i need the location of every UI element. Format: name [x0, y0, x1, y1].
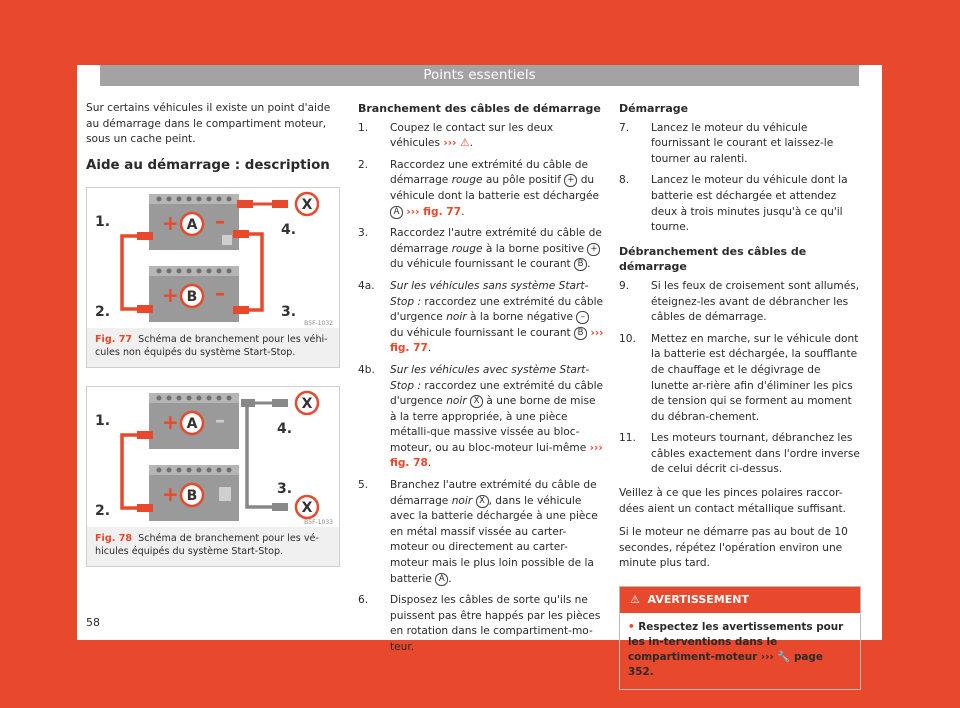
svg-text:–: – [215, 281, 225, 306]
retry-note: Si le moteur ne démarre pas au bout de 10 secondes, répétez l'opération environ une minute plus tard. [619, 526, 848, 570]
svg-text:–: – [215, 209, 225, 234]
step-11: 11. Les moteurs tournant, débranchez les câbles exactement dans l'ordre inverse de celui décrit ci-dessus. [619, 432, 860, 476]
label-x-bottom: X [301, 500, 313, 517]
warning-page-link[interactable]: ››› 🔧 page 352. [628, 650, 823, 678]
fig77-link[interactable]: ››› fig. 77 [406, 205, 462, 218]
jump-start-diagram-no-start-stop [87, 188, 339, 328]
label-1: 1. [95, 214, 111, 231]
battery-a [149, 393, 239, 449]
step-4a: 4a. Sur les véhicules sans système Start-Stop : raccordez une extrémité du câble d'urgence noir à la borne négative – du véhicule fournissant le courant B ››› fig. 77. [358, 279, 604, 355]
battery-b [149, 266, 239, 322]
label-b: B [186, 289, 198, 306]
b-badge: B [574, 327, 587, 340]
plus-badge: + [564, 174, 577, 187]
step-10: 10. Mettez en marche, sur le véhicule dont la batterie est déchargée, la soufflante de chauffage et le dégivrage de lunette ar-rière afin d'éliminer les pics de tension qui se forment au moment du débran-chement. [619, 332, 859, 423]
warning-triangle-icon: ⚠ [460, 137, 470, 150]
figure-77-diagram [87, 188, 339, 328]
figure-78-caption [87, 527, 339, 566]
x-badge: X [470, 395, 483, 408]
svg-text:+: + [162, 283, 179, 308]
label-4: 4. [277, 421, 293, 438]
figure-77-caption [87, 328, 339, 367]
warning-link[interactable]: ››› ⚠ [443, 137, 470, 150]
label-4: 4. [281, 222, 297, 239]
column-middle [358, 101, 604, 662]
plus-badge: + [587, 243, 600, 256]
label-a: A [186, 217, 198, 234]
step-7: 7. Lancez le moteur du véhicule fournissant le courant et laissez-le tourner au ralenti. [619, 121, 834, 165]
disconnect-title: Débranchement des câbles de démarrage [619, 244, 807, 274]
x-badge: X [476, 495, 489, 508]
section-title: Aide au démarrage : description [86, 157, 330, 173]
figure-code: B5F-1033 [304, 519, 333, 527]
page-number: 58 [86, 616, 100, 629]
intro-paragraph: Sur certains véhicules il existe un point d'aide au démarrage dans le compartiment moteur, sous un cache peint. [86, 102, 331, 146]
label-3: 3. [281, 304, 297, 321]
step-8: 8. Lancez le moteur du véhicule dont la batterie est déchargée et attendez deux à trois minutes jusqu'à ce qu'il tourne. [619, 174, 848, 234]
step-3: 3. Raccordez l'autre extrémité du câble de démarrage rouge à la borne positive + du véhicule fournissant le courant B . [358, 227, 602, 271]
svg-text:+: + [162, 410, 179, 435]
connection-title: Branchement des câbles de démarrage [358, 102, 601, 115]
fig78-link[interactable]: ››› fig. 78 [390, 441, 603, 470]
step-2: 2. Raccordez une extrémité du câble de démarrage rouge au pôle positif + du véhicule dont la batterie est déchargée A ››› fig. 77. [358, 158, 600, 218]
label-2: 2. [95, 503, 111, 520]
step-6: 6. Disposez les câbles de sorte qu'ils ne puissent pas être happés par les pièces en rotation dans le compartiment-mo-teur. [358, 594, 601, 653]
figure-77-caption-text: Schéma de branchement pour les véhi-cules non équipés du système Start-Stop. [95, 334, 328, 358]
figure-code: B5F-1032 [304, 320, 333, 328]
label-3: 3. [277, 481, 293, 498]
step-1: 1. Coupez le contact sur les deux véhicules ››› ⚠. [358, 121, 554, 150]
warning-body: • Respectez les avertissements pour les in-terventions dans le compartiment-moteur ››› 🔧 page 352. [628, 620, 844, 678]
column-right [619, 101, 861, 690]
label-2: 2. [95, 304, 111, 321]
figure-78-diagram [87, 387, 339, 527]
warning-header: ⚠ AVERTISSEMENT [620, 587, 860, 613]
label-x-top: X [301, 396, 313, 413]
figure-78-number: Fig. 78 [95, 533, 133, 545]
svg-text:–: – [215, 408, 225, 433]
figure-77 [86, 187, 340, 368]
b-badge: B [574, 258, 587, 271]
a-badge: A [435, 573, 448, 586]
label-b: B [186, 488, 198, 505]
column-left [86, 101, 341, 585]
jump-start-diagram-start-stop [87, 387, 339, 527]
step-9: 9. Si les feux de croisement sont allumés, éteignez-les avant de débrancher les câbles de démarrage. [619, 279, 860, 324]
fig77-link[interactable]: ››› fig. 77 [390, 326, 604, 355]
start-title: Démarrage [619, 102, 689, 115]
svg-text:+: + [162, 211, 179, 236]
label-x: X [301, 197, 313, 214]
label-a: A [186, 416, 198, 433]
contact-note: Veillez à ce que les pinces polaires raccor-dées aient un contact métallique suffisant. [619, 487, 847, 515]
bullet-icon: • [628, 620, 635, 633]
battery-b [149, 465, 239, 521]
warning-triangle-icon: ⚠ [630, 593, 640, 607]
wrench-icon: 🔧 [777, 650, 791, 663]
step-4b: 4b. Sur les véhicules avec système Start-Stop : raccordez une extrémité du câble d'urgence noir X à une borne de mise à la terre appropriée, à une pièce métalli-que massive vissée au bloc-moteur, ou au bloc-moteur lui-même ››› fig. 78. [358, 363, 604, 470]
battery-a [149, 194, 239, 250]
figure-77-number: Fig. 77 [95, 334, 133, 346]
a-badge: A [390, 206, 403, 219]
step-5: 5. Branchez l'autre extrémité du câble de démarrage noir X , dans le véhicule avec la batterie déchargée à une pièce en métal massif vissée au carter-moteur ou directement au carter-moteur mais le plus loin possible de la batterie A . [358, 479, 598, 585]
figure-78-caption-text: Schéma de branchement pour les vé-hicules équipés du système Start-Stop. [95, 533, 319, 557]
svg-text:+: + [162, 482, 179, 507]
manual-page [77, 65, 882, 678]
figure-78 [86, 386, 340, 567]
page-header: Points essentiels [100, 65, 859, 86]
warning-box [619, 586, 861, 690]
minus-badge: – [576, 311, 589, 324]
label-1: 1. [95, 413, 111, 430]
